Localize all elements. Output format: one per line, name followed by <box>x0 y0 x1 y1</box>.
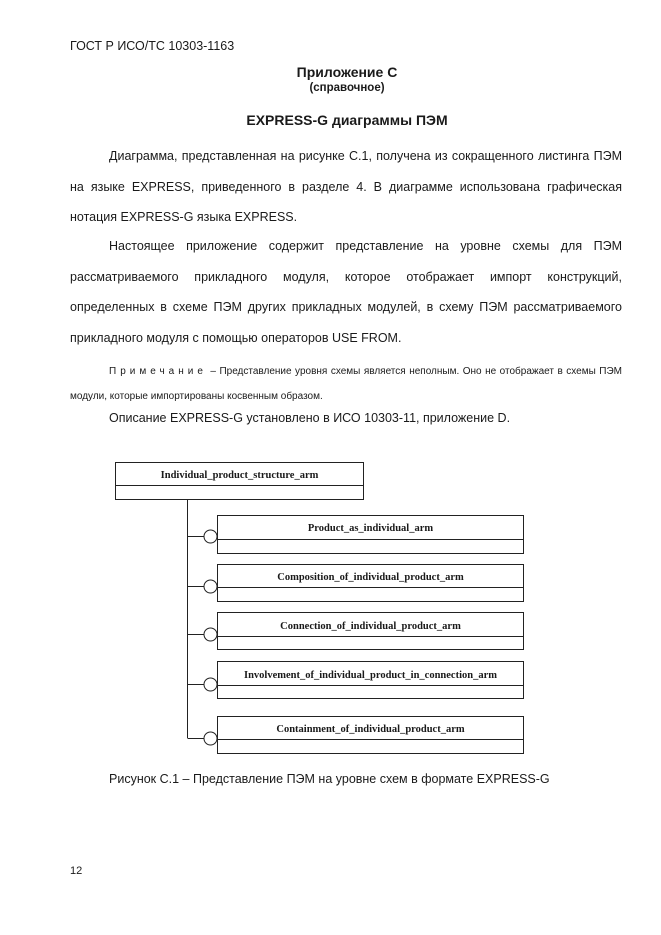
child-schema-label: Containment_of_individual_product_arm <box>276 724 465 735</box>
child-schema-label: Product_as_individual_arm <box>307 523 434 534</box>
use-from-circle <box>204 580 217 593</box>
child-schema-box <box>188 565 524 602</box>
child-schema-label: Composition_of_individual_product_arm <box>277 572 464 583</box>
note-text: Представление уровня схемы является неполным. Оно не отображает в схемы ПЭМ модули, которые импортированы косвенным образом. <box>70 366 622 402</box>
standard-number: ГОСТ Р ИСО/ТС 10303-1163 <box>70 39 235 53</box>
child-schema-box <box>188 613 524 650</box>
figure-caption: Рисунок С.1 – Представление ПЭМ на уровне схем в формате EXPRESS-G <box>109 772 550 786</box>
paragraph-2-text: Настоящее приложение содержит представление на уровне схемы для ПЭМ рассматриваемого прикладного модуля, которое отображает импорт конструкций, определенных в схеме ПЭМ других прикладных модулей, в схему ПЭМ рассматриваемого прикладного модуля с помощью операторов USE FROM. <box>70 239 622 346</box>
note-dash: – <box>210 366 216 377</box>
section-title: EXPRESS-G диаграммы ПЭМ <box>246 112 448 128</box>
paragraph-1-text: Диаграмма, представленная на рисунке С.1, получена из сокращенного листинга ПЭМ на языке EXPRESS, приведенного в разделе 4. В диаграмме использована графическая нотация EXPRESS-G языка EXPRESS. <box>70 149 622 225</box>
use-from-circle <box>204 628 217 641</box>
root-schema-box <box>116 463 364 500</box>
child-schema-box <box>188 717 524 754</box>
child-schema-label: Involvement_of_individual_product_in_connection_arm <box>244 670 497 681</box>
appendix-title: Приложение С <box>296 64 398 80</box>
page-number: 12 <box>70 865 83 877</box>
appendix-subtitle: (справочное) <box>309 82 385 94</box>
use-from-circle <box>204 732 217 745</box>
express-g-description: Описание EXPRESS-G установлено в ИСО 10303-11, приложение D. <box>109 411 511 425</box>
use-from-circle <box>204 678 217 691</box>
child-schema-box <box>188 662 524 699</box>
child-schema-label: Connection_of_individual_product_arm <box>280 621 461 632</box>
root-schema-label: Individual_product_structure_arm <box>160 470 319 481</box>
child-schema-box <box>188 516 524 554</box>
use-from-circle <box>204 530 217 543</box>
note-label: Примечание <box>109 366 207 377</box>
